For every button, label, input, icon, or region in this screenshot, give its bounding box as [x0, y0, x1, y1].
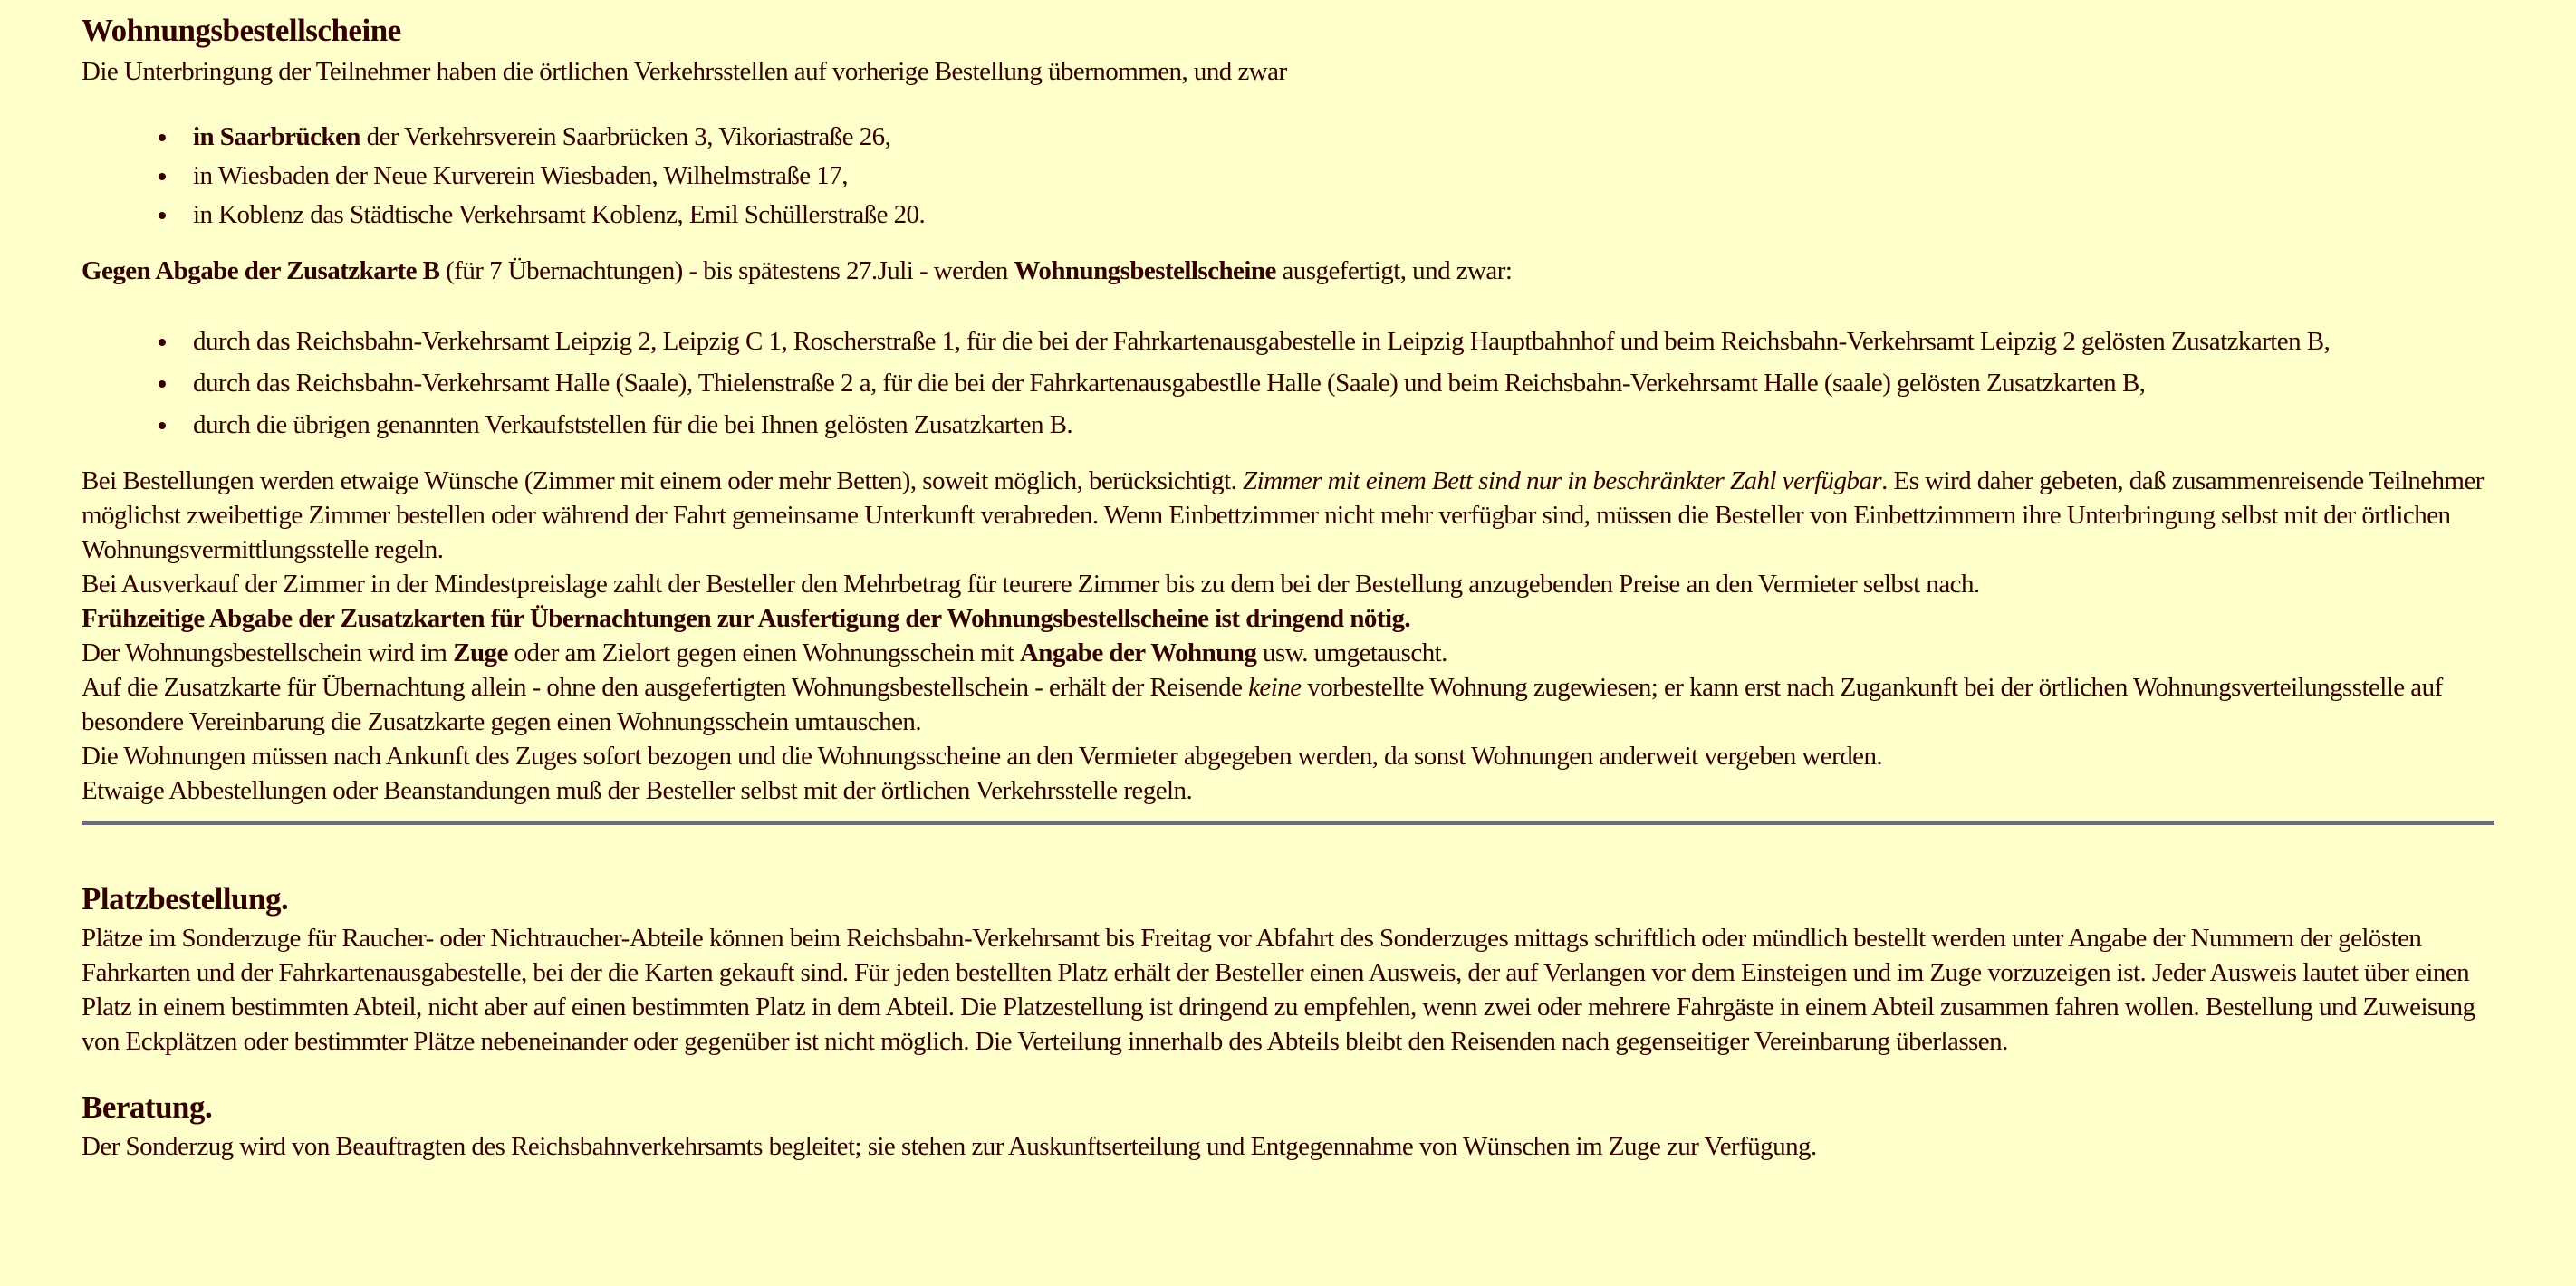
list-item: • in Wiesbaden der Neue Kurverein Wiesbaden, Wilhelmstraße 17, [159, 158, 2494, 193]
note-paragraph: Frühzeitige Abgabe der Zusatzkarten für Übernachtungen zur Ausfertigung der Wohnungsbestellscheine ist dringend nötig. [82, 604, 1411, 633]
note-paragraph: Etwaige Abbestellungen oder Beanstandungen muß der Besteller selbst mit der örtlichen Verkehrsstelle regeln. [82, 776, 1193, 805]
section-title-platzbestellung: Platzbestellung. [82, 881, 289, 917]
page-title: Wohnungsbestellscheine [82, 13, 401, 48]
notes-block [82, 464, 2494, 808]
list-item: • durch das Reichsbahn-Verkehrsamt Leipzig 2, Leipzig C 1, Roscherstraße 1, für die bei der Fahrkartenausgabestelle in Leipzig Hauptbahnhof und beim Reichsbahn-Verkehrsamt Leipzig 2 gelösten Zusatzkarten B, [159, 324, 2494, 359]
intro-paragraph: Die Unterbringung der Teilnehmer haben die örtlichen Verkehrsstellen auf vorherige Bestellung übernommen, und zwar [82, 57, 1287, 86]
list-item: • durch das Reichsbahn-Verkehrsamt Halle (Saale), Thielenstraße 2 a, für die bei der Fahrkartenausgabestlle Halle (Saale) und beim Reichsbahn-Verkehrsamt Halle (saale) gelösten Zusatzkarten B, [159, 366, 2494, 400]
note-paragraph: Bei Bestellungen werden etwaige Wünsche (Zimmer mit einem oder mehr Betten), soweit möglich, berücksichtigt. Zimmer mit einem Bett sind nur in beschränkter Zahl verfügbar. Es wird daher gebeten, daß zusammenreisende Teilnehmer möglichst zweibettige Zimmer bestellen oder während der Fahrt gemeinsame Unterkunft verabreden. Wenn Einbettzimmer nicht mehr verfügbar sind, müssen die Besteller von Einbettzimmern ihre Unterbringung selbst mit der örtlichen Wohnungsvermittlungsstelle regeln. [82, 466, 2484, 564]
booking-offices-list [82, 120, 2494, 232]
platzbestellung-paragraph: Plätze im Sonderzuge für Raucher- oder Nichtraucher-Abteile können beim Reichsbahn-Verkehrsamt bis Freitag vor Abfahrt des Sonderzuges mittags schriftlich oder mündlich bestellt werden unter Angabe der Nummern der gelösten Fahrkarten und der Fahrkartenausgabestelle, bei der die Karten gekauft sind. Für jeden bestellten Platz erhält der Besteller einen Ausweis, der auf Verlangen vor dem Einsteigen und im Zuge vorzuzeigen ist. Jeder Ausweis lautet über einen Platz in einem bestimmten Abteil, nicht aber auf einen bestimmten Platz in dem Abteil. Die Platzestellung ist dringend zu empfehlen, wenn zwei oder mehrere Fahrgäste in einem Abteil zusammen fahren wollen. Bestellung und Zuweisung von Eckplätzen oder bestimmter Plätze nebeneinander oder gegenüber ist nicht möglich. Die Verteilung innerhalb des Abteils bleibt den Reisenden nach gegenseitiger Vereinbarung überlassen. [82, 924, 2475, 1056]
zusatzkarte-paragraph: Gegen Abgabe der Zusatzkarte B (für 7 Übernachtungen) - bis spätestens 27.Juli - werden Wohnungsbestellscheine ausgefertigt, und zwar: [82, 256, 1513, 285]
issuing-offices-list [82, 324, 2494, 442]
note-paragraph: Bei Ausverkauf der Zimmer in der Mindestpreislage zahlt der Besteller den Mehrbetrag für teurere Zimmer bis zu dem bei der Bestellung anzugebenden Preise an den Vermieter selbst nach. [82, 570, 1980, 599]
list-item: • in Saarbrücken der Verkehrsverein Saarbrücken 3, Vikoriastraße 26, [159, 120, 2494, 154]
section-title-beratung: Beratung. [82, 1089, 213, 1125]
note-paragraph: Der Wohnungsbestellschein wird im Zuge oder am Zielort gegen einen Wohnungsschein mit Angabe der Wohnung usw. umgetauscht. [82, 638, 1447, 667]
list-item: • durch die übrigen genannten Verkaufststellen für die bei Ihnen gelösten Zusatzkarten B. [159, 408, 2494, 442]
list-item: • in Koblenz das Städtische Verkehrsamt Koblenz, Emil Schüllerstraße 20. [159, 197, 2494, 232]
beratung-paragraph: Der Sonderzug wird von Beauftragten des Reichsbahnverkehrsamts begleitet; sie stehen zur Auskunftserteilung und Entgegennahme von Wünschen im Zuge zur Verfügung. [82, 1132, 1817, 1161]
note-paragraph: Auf die Zusatzkarte für Übernachtung allein - ohne den ausgefertigten Wohnungsbestellschein - erhält der Reisende keine vorbestellte Wohnung zugewiesen; er kann erst nach Zugankunft bei der örtlichen Wohnungsverteilungsstelle auf besondere Vereinbarung die Zusatzkarte gegen einen Wohnungsschein umtauschen. [82, 673, 2443, 736]
divider-rule [82, 821, 2494, 825]
note-paragraph: Die Wohnungen müssen nach Ankunft des Zuges sofort bezogen und die Wohnungsscheine an den Vermieter abgegeben werden, da sonst Wohnungen anderweit vergeben werden. [82, 742, 1883, 771]
